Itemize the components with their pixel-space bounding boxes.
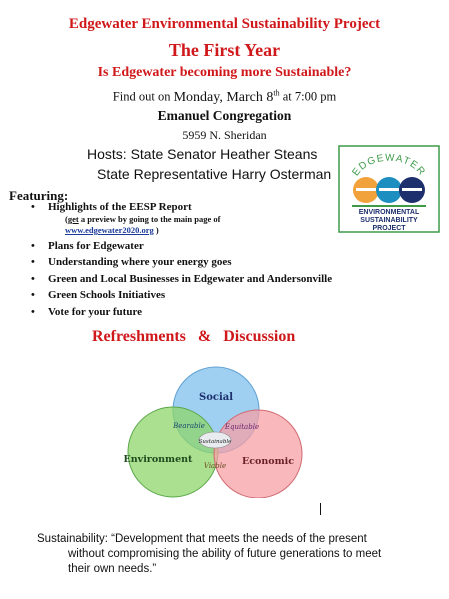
event-venue: Emanuel Congregation	[157, 108, 292, 123]
environment-circle	[128, 407, 218, 497]
event-date: Monday, March 8th	[173, 88, 280, 105]
featuring-title: Featuring:	[9, 188, 69, 203]
venn-label-environment: Environment	[123, 454, 193, 465]
project-title: Edgewater Environmental Sustainability Project	[68, 16, 381, 32]
host-representative: State Representative Harry Osterman	[97, 166, 332, 182]
event-date-line	[0, 88, 449, 106]
logo-line-2: SUSTAINABILITY	[360, 217, 418, 224]
page-title: The First Year	[168, 40, 281, 60]
sustainability-venn-diagram	[118, 366, 314, 498]
preview-note: (get a preview by going to the main page of www.edgewater2020.org )	[65, 214, 221, 235]
venn-label-equitable: Equitable	[224, 423, 260, 431]
list-item: • Green and Local Businesses in Edgewater and Andersonville	[31, 272, 332, 286]
logo-top-text: EDGEWATER	[350, 152, 428, 179]
venn-label-sustainable: Sustainable	[198, 439, 232, 445]
list-item: • Plans for Edgewater	[31, 239, 332, 253]
logo-line-3: PROJECT	[372, 225, 406, 232]
quote-line-3: their own needs.”	[68, 563, 157, 575]
venn-label-economic: Economic	[241, 456, 295, 467]
hosts-label: Hosts	[87, 146, 123, 162]
logo-line-1: ENVIRONMENTAL	[358, 209, 420, 216]
find-out-on: Find out on	[112, 89, 171, 104]
quote-line-1: Sustainability: “Development that meets the needs of the present	[37, 533, 367, 545]
website-link[interactable]: www.edgewater2020.org	[65, 225, 154, 235]
list-item: • Understanding where your energy goes	[31, 255, 332, 269]
subtitle-question: Is Edgewater becoming more Sustainable?	[97, 65, 352, 80]
venn-label-bearable: Bearable	[173, 422, 205, 430]
quote-line-2: without compromising the ability of future generations to meet	[68, 548, 382, 560]
venn-label-viable: Viable	[203, 462, 227, 470]
event-time: at 7:00 pm	[282, 89, 337, 104]
list-item: • Highlights of the EESP Report (get a preview by going to the main page of www.edgewater2020.org )	[31, 200, 332, 236]
list-item: • Vote for your future	[31, 305, 332, 319]
venn-label-social: Social	[198, 392, 234, 403]
event-address: 5959 N. Sheridan	[182, 128, 267, 142]
text-cursor	[320, 503, 321, 515]
eesp-logo	[338, 145, 440, 233]
featuring-list	[31, 200, 332, 321]
hosts-line	[87, 146, 317, 162]
host-senator: : State Senator Heather Steans	[122, 146, 318, 162]
refreshments-discussion: Refreshments & Discussion	[92, 328, 296, 345]
list-item: • Green Schools Initiatives	[31, 288, 332, 302]
